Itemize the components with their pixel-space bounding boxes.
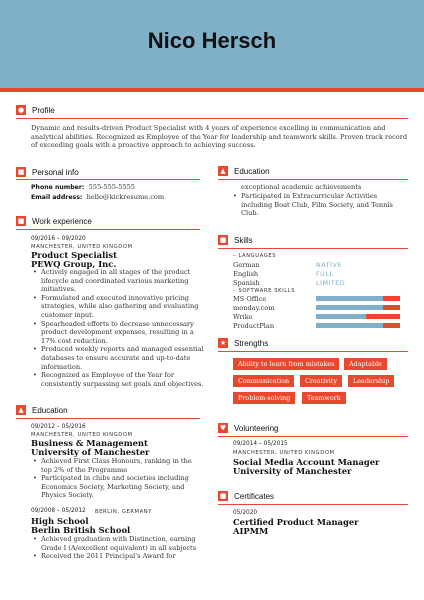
personal-info-title: Personal info bbox=[32, 167, 79, 177]
languages-label: – LANGUAGES bbox=[233, 253, 277, 259]
language-level: FULL bbox=[316, 270, 334, 278]
graduation-cap-icon: ▲ bbox=[16, 405, 26, 415]
email-row bbox=[31, 193, 164, 201]
software-name: ProductPlan bbox=[233, 322, 275, 330]
software-name: MS Office bbox=[233, 295, 267, 303]
list-item: • Received the 2011 Principal's Award for bbox=[33, 552, 208, 561]
graduation-cap-icon: ▲ bbox=[218, 166, 228, 176]
language-name: German bbox=[233, 261, 260, 269]
work-date: 09/2016 – 09/2020 bbox=[31, 236, 86, 242]
education-continued-section-header bbox=[218, 166, 270, 176]
education-location: BERLIN, GERMANY bbox=[95, 509, 153, 515]
volunteering-rule bbox=[218, 436, 408, 437]
strengths-section-header bbox=[218, 338, 268, 348]
work-rule bbox=[16, 229, 200, 230]
certificates-rule bbox=[218, 504, 408, 505]
strength-tag: Problem-solving bbox=[233, 392, 295, 404]
list-item: • Participated in Extracurricular Activities including Boat Club, Film Society, and Tennis Club. bbox=[233, 192, 413, 218]
list-item: • Spearheaded efforts to decrease unnecessary product development expenses, resulting in a 17% cost reduction. bbox=[33, 320, 208, 346]
education-school: University of Manchester bbox=[31, 447, 150, 457]
volunteering-location: MANCHESTER, UNITED KINGDOM bbox=[233, 450, 335, 456]
strength-tag: Teamwork bbox=[302, 392, 346, 404]
software-name: Wrike bbox=[233, 313, 253, 321]
volunteering-section-header bbox=[218, 423, 278, 433]
header-banner bbox=[0, 0, 424, 88]
list-item: • Achieved graduation with Distinction, earning Grade I (A/excellent equivalent) in all subjects bbox=[33, 535, 208, 552]
software-level-fill bbox=[316, 305, 383, 310]
profile-rule bbox=[16, 118, 408, 119]
person-icon: ● bbox=[17, 106, 25, 114]
certificate-icon: ■ bbox=[219, 492, 227, 500]
education-bullets bbox=[33, 457, 208, 500]
software-level-fill bbox=[316, 296, 383, 301]
strength-tag: Creativity bbox=[300, 375, 342, 387]
education-rule bbox=[16, 418, 200, 419]
education-continued-line: exceptional academic achievements bbox=[241, 183, 362, 191]
education-degree: Business & Management bbox=[31, 438, 148, 448]
skills-section-header bbox=[218, 235, 253, 245]
profile-title: Profile bbox=[32, 105, 55, 115]
toolbox-icon: ■ bbox=[219, 236, 227, 244]
software-name: monday.com bbox=[233, 304, 275, 312]
profile-line: of exceeding goals with a proactive approach to achieving success. bbox=[31, 141, 256, 150]
volunteering-role: Social Media Account Manager bbox=[233, 457, 380, 467]
list-item: • Recognized as Employee of the Year for consistently surpassing set goals and objectives. bbox=[33, 371, 208, 388]
header-accent-bar bbox=[0, 88, 424, 92]
strength-tag: Adaptable bbox=[344, 358, 387, 370]
profile-line: analytical abilities. Recognized as Employee of the Year for leadership and teamwork skills. Proven track record bbox=[31, 132, 408, 141]
work-location: MANCHESTER, UNITED KINGDOM bbox=[31, 244, 133, 250]
candidate-name: Nico Hersch bbox=[147, 28, 277, 53]
personal-info-rule bbox=[16, 179, 200, 180]
software-level-bar bbox=[316, 323, 400, 328]
education-continued-title: Education bbox=[234, 166, 270, 176]
list-item: • Participated in clubs and societies including Economics Society, Marketing Society, and Physics Society. bbox=[33, 474, 208, 500]
language-name: Spanish bbox=[233, 279, 260, 287]
profile-line: Dynamic and results-driven Product Specialist with 4 years of experience excelling in communication and bbox=[31, 124, 386, 132]
education-title: Education bbox=[32, 405, 68, 415]
phone-label: Phone number: bbox=[31, 184, 85, 191]
work-role: Product Specialist bbox=[31, 250, 118, 260]
work-title: Work experience bbox=[32, 216, 92, 226]
software-level-bar bbox=[316, 314, 400, 319]
education-date: 09/2012 – 05/2016 bbox=[31, 424, 86, 430]
work-section-header bbox=[16, 216, 92, 226]
volunteering-title: Volunteering bbox=[234, 423, 279, 433]
software-label: – SOFTWARE SKILLS bbox=[233, 288, 296, 294]
education-section-header bbox=[16, 405, 68, 415]
certificates-section-header bbox=[218, 491, 274, 501]
list-item: • Formulated and executed innovative pricing strategies, while also gathering and evaluating customer input. bbox=[33, 294, 208, 320]
email-value[interactable]: hello@kickresume.com bbox=[86, 193, 165, 201]
volunteering-date: 09/2014 – 05/2015 bbox=[233, 441, 288, 447]
phone-value: 555-555-5555 bbox=[88, 183, 135, 191]
certificates-title: Certificates bbox=[234, 491, 275, 501]
education-date: 09/2008 – 05/2012 bbox=[31, 508, 86, 514]
work-company: PEWQ Group, Inc. bbox=[31, 259, 117, 269]
personal-info-section-header bbox=[16, 167, 79, 177]
briefcase-icon: ■ bbox=[17, 217, 25, 225]
certificate-date: 05/2020 bbox=[233, 510, 258, 516]
language-level: NATIVE bbox=[316, 261, 342, 269]
education-continued-rule bbox=[218, 179, 408, 180]
volunteering-org: University of Manchester bbox=[233, 466, 352, 476]
list-item: • Produced weekly reports and managed essential databases to ensure accurate and up-to-date information. bbox=[33, 345, 208, 371]
education-school: Berlin British School bbox=[31, 525, 131, 535]
strengths-rule bbox=[218, 351, 408, 352]
language-name: English bbox=[233, 270, 259, 278]
software-level-fill bbox=[316, 314, 366, 319]
software-level-bar bbox=[316, 305, 400, 310]
education-continued-bullets bbox=[233, 192, 413, 218]
star-icon: ★ bbox=[219, 339, 227, 347]
email-label: Email address: bbox=[31, 194, 83, 201]
education-degree: High School bbox=[31, 516, 89, 526]
work-bullets bbox=[33, 268, 208, 388]
list-item: • Actively engaged in all stages of the product lifecycle and coordinated various marketing initiatives. bbox=[33, 268, 208, 294]
education-bullets bbox=[33, 535, 208, 561]
profile-summary bbox=[31, 124, 411, 150]
language-level: LIMITED bbox=[316, 279, 346, 287]
software-level-fill bbox=[316, 323, 383, 328]
id-card-icon: ■ bbox=[17, 168, 25, 176]
software-level-bar bbox=[316, 296, 400, 301]
strength-tag: Communication bbox=[233, 375, 294, 387]
heart-icon: ♥ bbox=[219, 424, 227, 432]
strength-tag: Ability to learn from mistakes bbox=[233, 358, 339, 370]
phone-row bbox=[31, 183, 135, 191]
strengths-title: Strengths bbox=[234, 338, 269, 348]
skills-rule bbox=[218, 248, 408, 249]
skills-title: Skills bbox=[234, 235, 253, 245]
education-location: MANCHESTER, UNITED KINGDOM bbox=[31, 432, 133, 438]
strength-tag: Leadership bbox=[348, 375, 394, 387]
certificate-issuer: AIPMM bbox=[233, 526, 269, 536]
profile-section-header bbox=[16, 105, 55, 115]
list-item: • Achieved First Class Honours, ranking in the top 2% of the Programme bbox=[33, 457, 208, 474]
certificate-name: Certified Product Manager bbox=[233, 517, 359, 527]
